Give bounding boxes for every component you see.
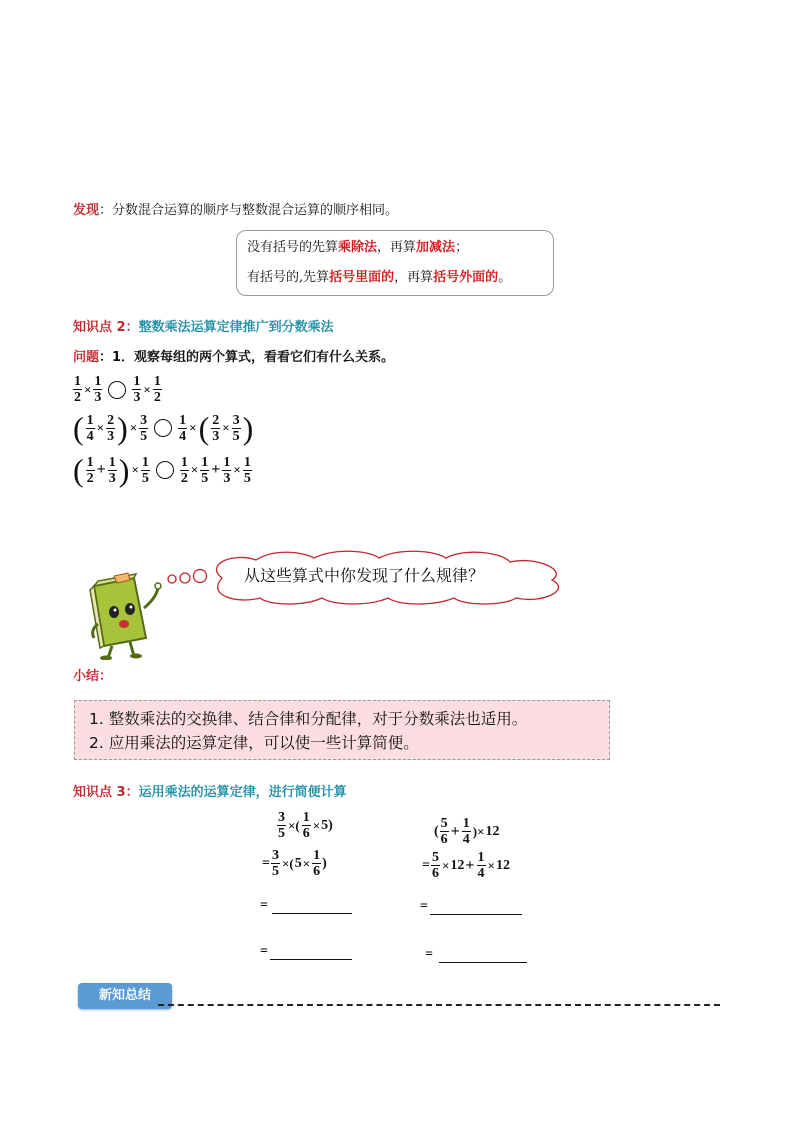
rule-line-1	[247, 233, 543, 263]
compare-circle[interactable]	[156, 461, 174, 479]
kp3-label: 知识点 3	[73, 785, 126, 800]
rule-text: 有括号的,先算	[247, 270, 330, 285]
summary-line-2: 2. 应用乘法的运算定律，可以使一些计算简便。	[89, 734, 419, 752]
fraction: $\frac{1}{5}$	[201, 454, 209, 486]
calc-right-line-1: ( $\frac{5}{6}$ + $\frac{1}{4}$ )× 12	[434, 816, 500, 847]
kp2-label: 知识点 2	[73, 320, 126, 335]
section-pill: 新知总结	[78, 983, 172, 1009]
fraction: $\frac{1}{2}$	[180, 454, 188, 486]
fraction: $\frac{3}{5}$	[278, 810, 285, 841]
fraction: $\frac{1}{2}$	[153, 374, 161, 405]
fraction: $\frac{3}{5}$	[271, 848, 279, 879]
answer-blank[interactable]	[272, 899, 352, 914]
fraction: $\frac{1}{2}$	[74, 374, 81, 405]
answer-blank[interactable]	[430, 900, 522, 915]
summary-heading	[73, 665, 112, 684]
fraction: $\frac{1}{2}$	[86, 454, 94, 486]
calc-left-line-1: $\frac{3}{5}$ ×( $\frac{1}{6}$ × 5 )	[278, 810, 333, 841]
cloud-text: 从这些算式中你发现了什么规律？	[244, 566, 485, 585]
discovery-text: ：分数混合运算的顺序与整数混合运算的顺序相同。	[99, 203, 399, 218]
fraction: $\frac{1}{3}$	[108, 454, 116, 486]
fraction: $\frac{2}{3}$	[107, 412, 115, 444]
fraction: $\frac{1}{4}$	[477, 850, 485, 881]
compare-circle[interactable]	[154, 419, 172, 437]
fraction: $\frac{2}{3}$	[212, 412, 220, 444]
fraction: $\frac{3}{5}$	[232, 412, 240, 444]
fraction: $\frac{1}{4}$	[179, 412, 187, 444]
discovery-line	[73, 199, 398, 218]
question-line	[73, 346, 394, 365]
fraction: $\frac{5}{6}$	[431, 850, 439, 881]
rule-emphasis: 加减法	[416, 240, 456, 255]
calc-left-answer-2: =	[260, 944, 352, 960]
rule-emphasis: 乘除法	[338, 240, 378, 255]
rule-text: ，再算	[377, 240, 417, 255]
discovery-label: 发现	[73, 203, 100, 218]
rule-line-2	[247, 263, 543, 293]
fraction: $\frac{1}{4}$	[86, 412, 94, 444]
question-label: 问题	[73, 350, 100, 365]
fraction: $\frac{1}{3}$	[94, 374, 102, 405]
calc-left-line-2: = $\frac{3}{5}$ ×( 5 × $\frac{1}{6}$ )	[262, 848, 327, 879]
kp3-title: 运用乘法的运算定律，进行简便计算	[138, 785, 347, 800]
summary-box	[74, 700, 610, 760]
calc-right-answer-2: =	[425, 947, 527, 963]
kp3-colon: ：	[125, 785, 139, 800]
fraction: $\frac{1}{5}$	[243, 454, 251, 486]
rule-emphasis: 括号外面的	[433, 270, 499, 285]
summary-line-1: 1. 整数乘法的交换律、结合律和分配律，对于分数乘法也适用。	[89, 710, 528, 728]
rule-emphasis: 括号里面的	[329, 270, 395, 285]
fraction: $\frac{3}{5}$	[140, 412, 148, 444]
kp3-heading	[73, 781, 347, 800]
answer-blank[interactable]	[439, 948, 527, 963]
rule-box	[236, 230, 554, 296]
fraction: $\frac{1}{5}$	[141, 454, 149, 486]
question-text: ：1．观察每组的两个算式，看看它们有什么关系。	[99, 350, 395, 365]
fraction: $\frac{1}{3}$	[223, 454, 231, 486]
expression-3: ( $\frac{1}{2}$ + $\frac{1}{3}$ ) × $\frac{1}{5}$ $\frac{1}{2}$ × $\frac{1}{5}$ + $\frac{1}{3}$ × $\frac{1}{5}$	[73, 452, 251, 488]
book-mascot-icon	[84, 568, 174, 660]
rule-text: 。	[498, 270, 512, 285]
kp2-colon: ：	[125, 320, 139, 335]
summary-label: 小结	[73, 669, 100, 684]
fraction: $\frac{1}{6}$	[302, 810, 310, 841]
rule-text: 没有括号的先算	[247, 240, 339, 255]
kp2-heading	[73, 316, 334, 335]
rule-text: ；	[455, 240, 469, 255]
calc-right-line-2: = $\frac{5}{6}$ × 12 + $\frac{1}{4}$ × 12	[422, 850, 510, 881]
summary-colon: ：	[99, 669, 113, 684]
section-divider	[158, 1004, 720, 1006]
answer-blank[interactable]	[270, 945, 352, 960]
fraction: $\frac{1}{4}$	[462, 816, 470, 847]
rule-text: ，再算	[394, 270, 434, 285]
expression-1: $\frac{1}{2}$ × $\frac{1}{3}$ $\frac{1}{3}$ × $\frac{1}{2}$	[74, 374, 161, 405]
expression-2: ( $\frac{1}{4}$ × $\frac{2}{3}$ ) × $\frac{3}{5}$ $\frac{1}{4}$ × ( $\frac{2}{3}$ × $\frac{3}{5}$ )	[73, 410, 254, 446]
fraction: $\frac{1}{6}$	[313, 848, 321, 879]
calc-left-answer-1: =	[260, 898, 352, 914]
calc-right-answer-1: =	[420, 899, 522, 915]
compare-circle[interactable]	[108, 381, 126, 399]
fraction: $\frac{5}{6}$	[440, 816, 448, 847]
kp2-title: 整数乘法运算定律推广到分数乘法	[138, 320, 334, 335]
fraction: $\frac{1}{3}$	[133, 374, 141, 405]
